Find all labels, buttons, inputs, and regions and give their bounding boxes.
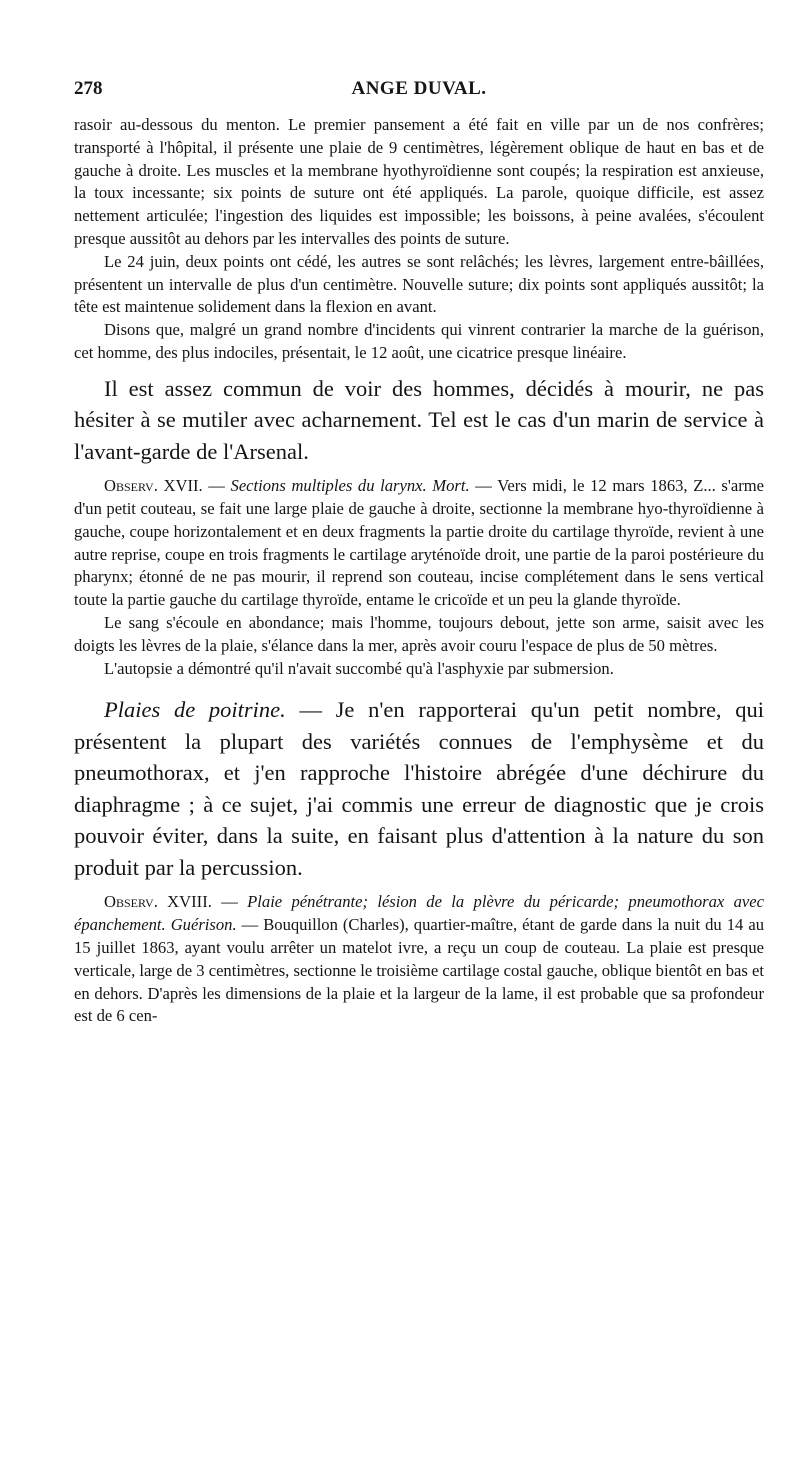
observation-title: Plaie pénétrante; lésion de la plèvre du péricarde; pneumothorax avec épanchement. Guérison.	[74, 892, 764, 935]
dash: —	[202, 476, 231, 496]
section-title: Plaies de poitrine.	[104, 697, 286, 723]
observation-label: Observ. XVII.	[104, 476, 203, 496]
dash: —	[236, 915, 264, 935]
observation-label: Observ. XVIII.	[104, 892, 212, 912]
section-text: Je n'en rapporterai qu'un petit nombre, qui présentent la plupart des variétés connues de l'emphysème et du pneumothorax, et j'en rapproche l'histoire abrégée d'une déchirure du diaphragme ; à ce sujet, j'ai commis une erreur de diagnostic que je crois pouvoir éviter, dans la suite, en faisant plus d'attention à la nature du son produit par la percussion.	[74, 697, 765, 880]
paragraph: Disons que, malgré un grand nombre d'incidents qui vinrent contrarier la marche de la guérison, cet homme, des plus indociles, présentait, le 12 août, une cicatrice presque linéaire.	[74, 320, 764, 362]
paragraph: Le 24 juin, deux points ont cédé, les autres se sont relâchés; les lèvres, largement entre-bâillées, présentent un intervalle de plus d'un centimètre. Nouvelle suture; dix points sont appliqués aussitôt; la tête est maintenue solidement dans la flexion en avant.	[74, 251, 764, 317]
dash: —	[211, 892, 248, 912]
paragraph: L'autopsie a démontré qu'il n'avait succombé qu'à l'asphyxie par submersion.	[104, 658, 614, 678]
book-page	[74, 72, 764, 1028]
dash: —	[469, 476, 498, 496]
page-number: 278	[74, 78, 103, 99]
running-title: ANGE DUVAL.	[351, 78, 487, 99]
observation-title: Sections multiples du larynx. Mort.	[230, 476, 470, 496]
section-plaies-de-poitrine	[74, 694, 764, 883]
paragraph-large: Il est assez commun de voir des hommes, décidés à mourir, ne pas hésiter à se mutiler avec acharnement. Tel est le cas d'un marin de service à l'avant-garde de l'Arsenal.	[74, 375, 764, 464]
paragraph: Le sang s'écoule en abondance; mais l'homme, toujours debout, jette son arme, saisit avec les doigts les lèvres de la plaie, s'élance dans la mer, après avoir couru l'espace de plus de 50 mètres.	[74, 613, 764, 655]
observation-text: Bouquillon (Charles), quartier-maître, étant de garde dans la nuit du 14 au 15 juillet 1863, ayant voulu arrêter un matelot ivre, a reçu un coup de couteau. La plaie est presque verticale, large de 3 centimètres, sectionne le troisième cartilage costal gauche, oblique bientôt en bas et en dehors. D'après les dimensions de la plaie et la largeur de la lame, il est probable que sa profondeur est de 6 cen-	[74, 915, 764, 1026]
observation-text: Vers midi, le 12 mars 1863, Z... s'arme d'un petit couteau, se fait une large plaie de gauche à droite, sectionne la membrane hyo-thyroïdienne à gauche, coupe horizontalement et en deux fragments la partie droite du cartilage thyroïde, revient à une autre reprise, coupe en trois fragments le cartilage aryténoïde droit, une partie de la paroi postérieure du pharynx; étonné de ne pas mourir, il reprend son couteau, incise complétement dans le sens vertical toute la partie gauche du cartilage thyroïde, entame le cricoïde et un peu la glande thyroïde.	[74, 476, 765, 610]
observation-xvii	[74, 475, 764, 612]
page-body	[74, 114, 764, 1028]
dash: —	[285, 697, 336, 723]
page-header	[74, 72, 764, 108]
observation-xviii	[74, 891, 764, 1028]
paragraph-continued: rasoir au-dessous du menton. Le premier pansement a été fait en ville par un de nos confrères; transporté à l'hôpital, il présente une plaie de 9 centimètres, légèrement oblique de haut en bas et de gauche à droite. Les muscles et la membrane hyothyroïdienne sont coupés; la respiration est anxieuse, la toux incessante; six points de suture ont été appliqués. La parole, quoique difficile, est assez nettement articulée; l'ingestion des liquides est impossible; les boissons, à peine avalées, s'écoulent presque aussitôt au dehors par les intervalles des points de suture.	[74, 115, 764, 248]
